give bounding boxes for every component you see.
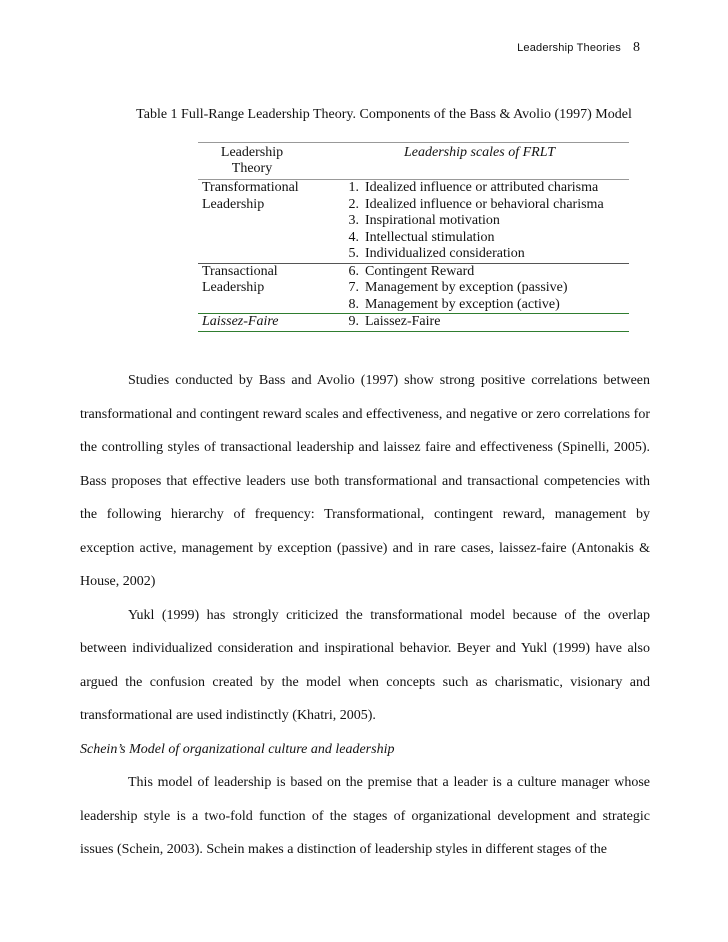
section-heading: Schein’s Model of organizational culture and leadership (80, 741, 395, 757)
page-number: 8 (633, 40, 640, 55)
table-header-row (198, 143, 629, 180)
scale-text: Intellectual stimulation (365, 229, 495, 245)
scale-text: Contingent Reward (365, 263, 475, 279)
paragraph-schein: This model of leadership is based on the premise that a leader is a culture manager whose leadership style is a two-fold function of the stages of organizational development and strategic issues (Schein, 2003). Schein makes a distinction of leadership styles in different stages of the (80, 775, 650, 857)
table-group-transformational (198, 180, 629, 264)
running-head (517, 40, 640, 56)
scale-item (337, 314, 629, 331)
scale-text: Management by exception (passive) (365, 280, 568, 295)
scale-item (337, 246, 629, 263)
scale-number: 2. (348, 196, 359, 212)
scale-number: 8. (348, 296, 359, 312)
scales-cell (337, 314, 629, 331)
theory-cell: Laissez-Faire (202, 314, 279, 329)
scales-cell (337, 180, 629, 263)
scale-item (337, 213, 629, 230)
column-header-theory: Leadership Theory (220, 145, 284, 176)
table-caption: Table 1 Full-Range Leadership Theory. Components of the Bass & Avolio (1997) Model (136, 107, 632, 122)
scale-number: 4. (348, 229, 359, 245)
paragraph-bass-avolio: Studies conducted by Bass and Avolio (1997) show strong positive correlations between transformational and contingent reward scales and effectiveness, and negative or zero correlations for the controlling styles of transactional leadership and laissez faire and effectiveness (Spinelli, 2005). Bass proposes that effective leaders use both transformational and transactional competencies with the following hierarchy of frequency: Transformational, contingent reward, management by exception active, management by exception (passive) and in rare cases, laissez-faire (Antonakis & House, 2002) (80, 373, 650, 589)
scale-text: Individualized consideration (365, 246, 525, 261)
scale-item (337, 297, 629, 314)
scale-text: Idealized influence or behavioral charisma (365, 196, 604, 212)
scale-item (337, 230, 629, 247)
scale-item (337, 180, 629, 197)
scale-number: 9. (348, 314, 359, 329)
scales-cell (337, 264, 629, 314)
scale-item (337, 264, 629, 281)
running-title: Leadership Theories (517, 42, 621, 54)
body-text (80, 364, 650, 867)
scale-number: 6. (348, 263, 359, 279)
scale-item (337, 197, 629, 214)
scale-text: Laissez-Faire (365, 314, 441, 329)
scale-number: 5. (348, 246, 359, 261)
scale-text: Inspirational motivation (365, 213, 500, 228)
scale-text: Idealized influence or attributed charisma (365, 180, 599, 195)
paragraph-yukl: Yukl (1999) has strongly criticized the transformational model because of the overlap between individualized consideration and inspirational behavior. Beyer and Yukl (1999) have also argued the confusion created by the model when concepts such as charismatic, visionary and transformational are used indistinctly (Khatri, 2005). (80, 607, 650, 723)
scale-number: 1. (348, 180, 359, 195)
leadership-table (198, 142, 629, 332)
scale-text: Management by exception (active) (365, 296, 560, 312)
theory-cell: Transactional Leadership (202, 263, 278, 295)
scale-item (337, 280, 629, 297)
column-header-scales: Leadership scales of FRLT (404, 145, 555, 160)
scale-number: 7. (348, 280, 359, 295)
table-group-laissez-faire (198, 313, 629, 332)
table-group-transactional (198, 264, 629, 314)
theory-cell: Transformational Leadership (202, 180, 299, 212)
scale-number: 3. (348, 213, 359, 228)
